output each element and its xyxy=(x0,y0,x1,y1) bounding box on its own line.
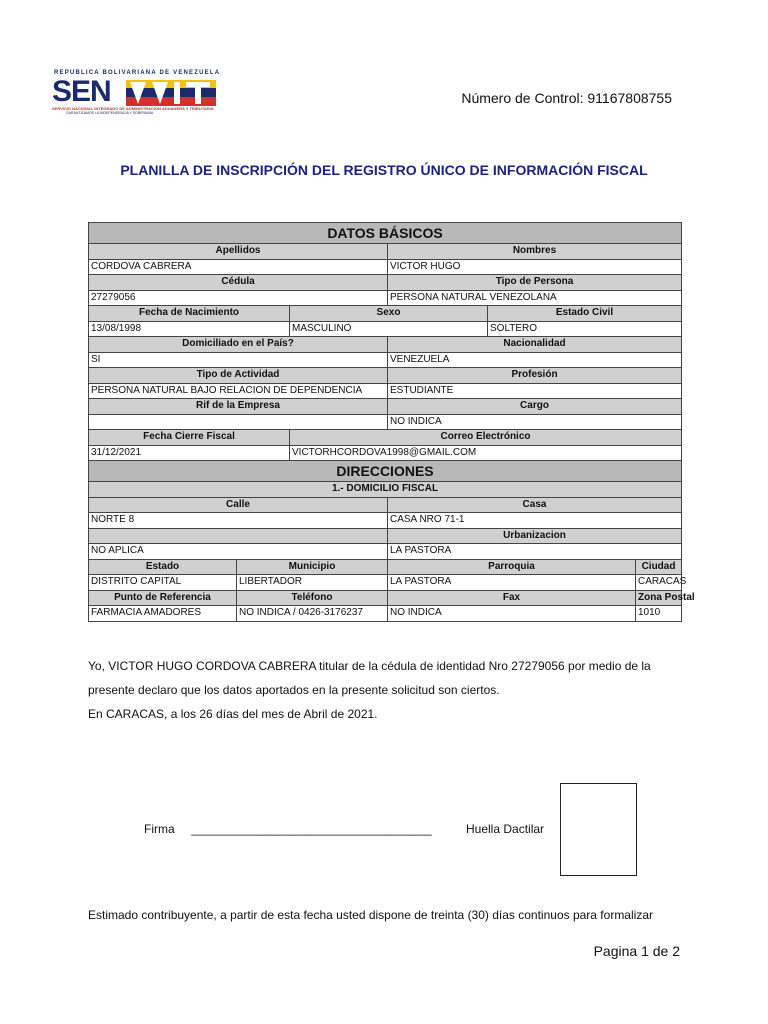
value-fecha-nacimiento: 13/08/1998 xyxy=(89,321,290,337)
value-estado: DISTRITO CAPITAL xyxy=(89,575,237,591)
declaration xyxy=(88,654,688,726)
section-domicilio-fiscal: 1.- DOMICILIO FISCAL xyxy=(89,482,682,498)
registration-table xyxy=(88,222,695,622)
value-casa: CASA NRO 71-1 xyxy=(388,513,682,529)
label-zona-postal: Zona Postal xyxy=(636,590,682,606)
label-tipo-actividad: Tipo de Actividad xyxy=(89,368,388,384)
label-parroquia: Parroquia xyxy=(388,559,636,575)
seniat-logo xyxy=(52,70,221,120)
logo-republic-text: REPUBLICA BOLIVARIANA DE VENEZUELA xyxy=(54,70,221,76)
page-title: PLANILLA DE INSCRIPCIÓN DEL REGISTRO ÚNICO DE INFORMACIÓN FISCAL xyxy=(120,162,648,178)
logo-brand: SEN xyxy=(52,75,111,108)
value-apellidos: CORDOVA CABRERA xyxy=(89,259,388,275)
label-cargo: Cargo xyxy=(388,399,682,415)
label-apellidos: Apellidos xyxy=(89,244,388,260)
value-domiciliado: SI xyxy=(89,352,388,368)
declaration-line-3: En CARACAS, a los 26 días del mes de Abril de 2021. xyxy=(88,707,378,721)
section-datos-basicos: DATOS BÁSICOS xyxy=(89,223,682,244)
label-estado-civil: Estado Civil xyxy=(488,306,682,322)
value-rif-empresa xyxy=(89,414,388,430)
signature-label: Firma xyxy=(144,822,175,836)
label-nombres: Nombres xyxy=(388,244,682,260)
label-fax: Fax xyxy=(388,590,636,606)
label-fecha-nacimiento: Fecha de Nacimiento xyxy=(89,306,290,322)
value-nacionalidad: VENEZUELA xyxy=(388,352,682,368)
value-fax: NO INDICA xyxy=(388,606,636,622)
footer-notice: Estimado contribuyente, a partir de esta fecha usted dispone de treinta (30) días continuos para formalizar xyxy=(88,908,653,922)
label-telefono: Teléfono xyxy=(237,590,388,606)
label-municipio: Municipio xyxy=(237,559,388,575)
value-ciudad: CARACAS xyxy=(636,575,682,591)
fingerprint-box xyxy=(560,783,637,876)
fingerprint-label: Huella Dactilar xyxy=(466,822,545,836)
label-fecha-cierre: Fecha Cierre Fiscal xyxy=(89,430,290,446)
value-profesion: ESTUDIANTE xyxy=(388,383,682,399)
control-value: 91167808755 xyxy=(587,90,672,106)
value-tipo-persona: PERSONA NATURAL VENEZOLANA xyxy=(388,290,682,306)
value-correo: VICTORHCORDOVA1998@GMAIL.COM xyxy=(290,445,682,461)
label-estado: Estado xyxy=(89,559,237,575)
value-cargo: NO INDICA xyxy=(388,414,682,430)
value-telefono: NO INDICA / 0426-3176237 xyxy=(237,606,388,622)
value-estado-civil: SOLTERO xyxy=(488,321,682,337)
label-calle: Calle xyxy=(89,497,388,513)
value-zona-postal: 1010 xyxy=(636,606,682,622)
value-nombres: VICTOR HUGO xyxy=(388,259,682,275)
label-punto-referencia: Punto de Referencia xyxy=(89,590,237,606)
section-direcciones: DIRECCIONES xyxy=(89,461,682,482)
flag-icon xyxy=(126,80,216,106)
declaration-line-2: presente declaro que los datos aportados en la presente solicitud son ciertos. xyxy=(88,683,500,697)
label-correo: Correo Electrónico xyxy=(290,430,682,446)
logo-subtitle: SERVICIO NACIONAL INTEGRADO DE ADMINISTRACION ADUANERA Y TRIBUTARIA xyxy=(52,106,214,111)
page-number: Pagina 1 de 2 xyxy=(593,943,680,959)
control-label: Número de Control: xyxy=(461,90,584,106)
label-profesion: Profesión xyxy=(388,368,682,384)
value-sexo: MASCULINO xyxy=(290,321,488,337)
logo-slogan: GARANTIZAMOS LA INDEPENDENCIA Y SOBERANIA xyxy=(66,111,154,115)
value-municipio: LIBERTADOR xyxy=(237,575,388,591)
label-sexo: Sexo xyxy=(290,306,488,322)
control-number xyxy=(461,90,672,106)
label-rif-empresa: Rif de la Empresa xyxy=(89,399,388,415)
label-calle-2 xyxy=(89,528,388,544)
value-fecha-cierre: 31/12/2021 xyxy=(89,445,290,461)
value-punto-referencia: FARMACIA AMADORES xyxy=(89,606,237,622)
value-parroquia: LA PASTORA xyxy=(388,575,636,591)
value-calle: NORTE 8 xyxy=(89,513,388,529)
value-calle-2: NO APLICA xyxy=(89,544,388,560)
declaration-line-1: Yo, VICTOR HUGO CORDOVA CABRERA titular de la cédula de identidad Nro 27279056 por medio de la xyxy=(88,659,651,673)
label-nacionalidad: Nacionalidad xyxy=(388,337,682,353)
label-cedula: Cédula xyxy=(89,275,388,291)
value-cedula: 27279056 xyxy=(89,290,388,306)
label-domiciliado: Domiciliado en el País? xyxy=(89,337,388,353)
signature-line: ____________________________________ xyxy=(191,822,432,836)
label-urbanizacion: Urbanizacion xyxy=(388,528,682,544)
label-casa: Casa xyxy=(388,497,682,513)
label-tipo-persona: Tipo de Persona xyxy=(388,275,682,291)
label-ciudad: Ciudad xyxy=(636,559,682,575)
value-urbanizacion: LA PASTORA xyxy=(388,544,682,560)
signature-field xyxy=(144,822,432,836)
value-tipo-actividad: PERSONA NATURAL BAJO RELACION DE DEPENDENCIA xyxy=(89,383,388,399)
